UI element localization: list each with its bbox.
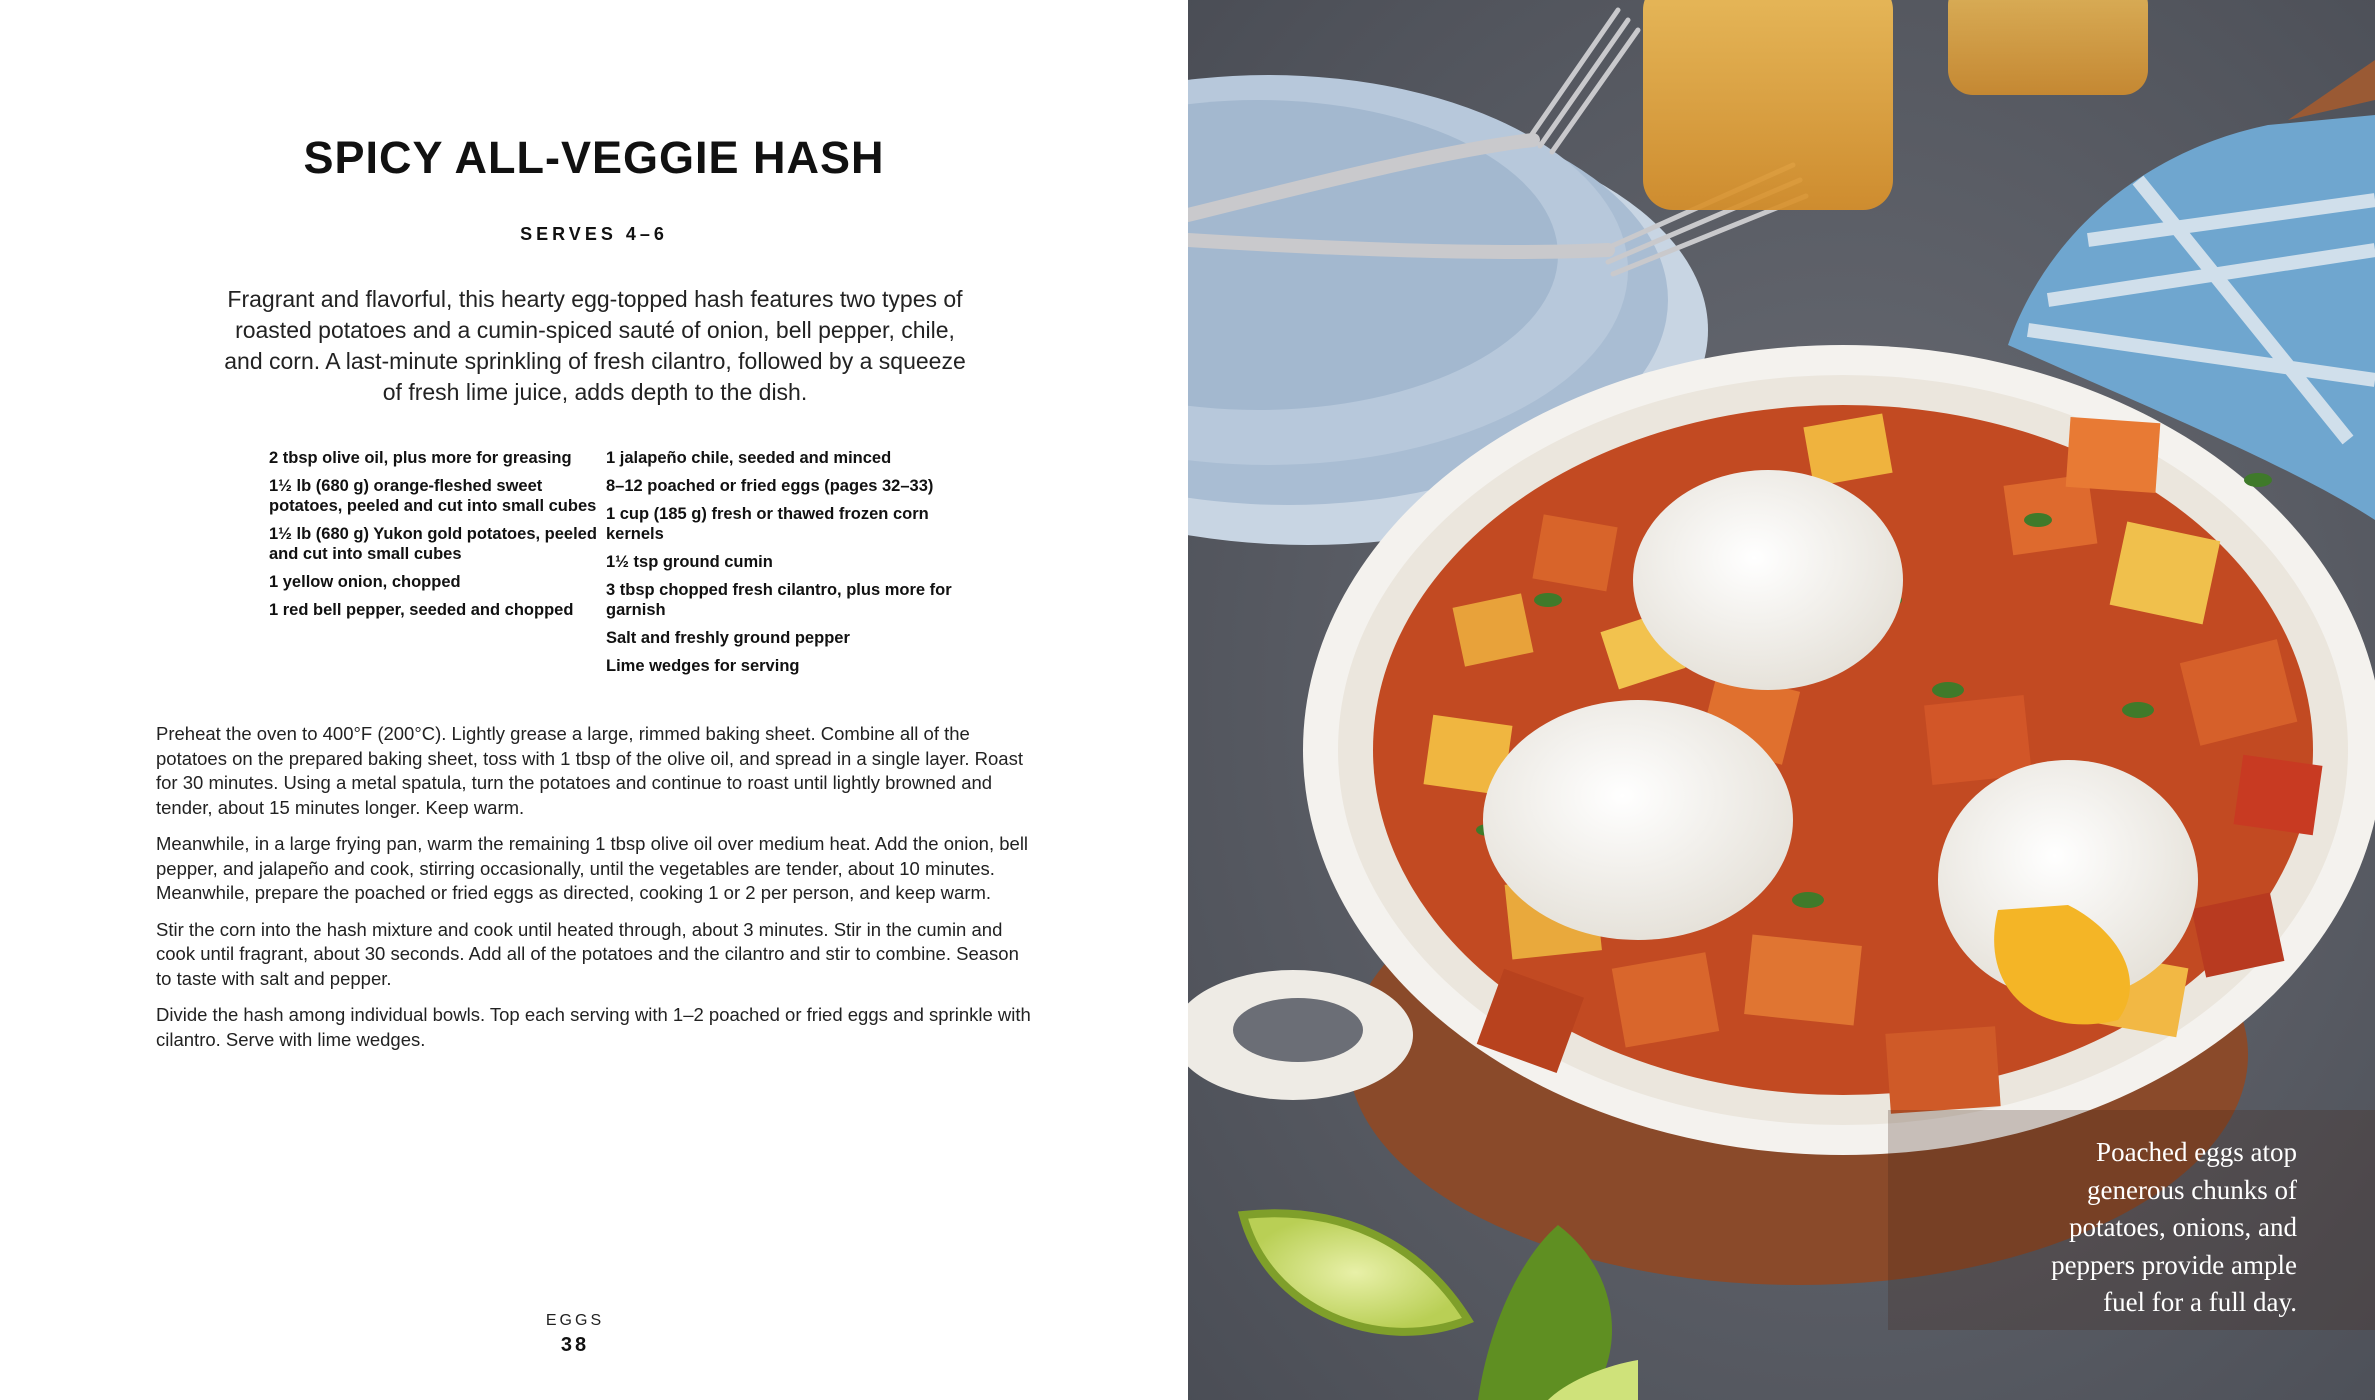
ingredients-column-left xyxy=(269,448,599,628)
ingredient-item: 1 yellow onion, chopped xyxy=(269,573,461,591)
method-step: Meanwhile, in a large frying pan, warm the remaining 1 tbsp olive oil over medium heat. Add the onion, bell pepper, and jalapeño and cook, stirring occasionally, until the vegetables are tender, about 10 minutes. Meanwhile, prepare the poached or fried eggs as directed, cooking 1 or 2 per person, and keep warm. xyxy=(156,833,1029,903)
caption-line: peppers provide ample xyxy=(2051,1249,2297,1280)
caption-line: Poached eggs atop xyxy=(2096,1137,2297,1167)
recipe-method xyxy=(156,722,1036,1064)
ingredient-item: 8–12 poached or fried eggs (pages 32–33) xyxy=(606,477,934,495)
photo-caption xyxy=(1917,1134,2297,1322)
ingredient-item: 1 red bell pepper, seeded and chopped xyxy=(269,601,574,619)
ingredient-item: 3 tbsp chopped fresh cilantro, plus more for garnish xyxy=(606,581,952,619)
section-label: EGGS xyxy=(545,1312,605,1329)
ingredient-item: 2 tbsp olive oil, plus more for greasing xyxy=(269,449,572,467)
ingredient-item: Salt and freshly ground pepper xyxy=(606,629,850,647)
caption-line: potatoes, onions, and xyxy=(2069,1212,2297,1242)
ingredient-item: Lime wedges for serving xyxy=(606,657,800,675)
method-step: Stir the corn into the hash mixture and cook until heated through, about 3 minutes. Stir in the cumin and cook until fragrant, about 30 seconds. Add all of the potatoes and the cilantro and stir to combine. Season to taste with salt and pepper. xyxy=(156,918,1019,989)
method-step: Preheat the oven to 400°F (200°C). Lightly grease a large, rimmed baking sheet. Combine all of the potatoes on the prepared baking sheet, toss with 1 tbsp of the olive oil, and spread in a single layer. Roast for 30 minutes. Using a metal spatula, turn the potatoes and continue to roast until lightly browned and tender, about 15 minutes longer. Keep warm. xyxy=(156,723,1023,818)
recipe-title: SPICY ALL-VEGGIE HASH xyxy=(303,132,885,183)
ingredient-item: 1½ tsp ground cumin xyxy=(606,553,773,571)
ingredients-column-right xyxy=(606,448,986,684)
caption-line: fuel for a full day. xyxy=(2103,1287,2297,1317)
ingredient-item: 1½ lb (680 g) Yukon gold potatoes, peeled and cut into small cubes xyxy=(269,525,597,563)
method-step: Divide the hash among individual bowls. Top each serving with 1–2 poached or fried eggs and sprinkle with cilantro. Serve with lime wedges. xyxy=(156,1004,1031,1050)
recipe-intro: Fragrant and flavorful, this hearty egg-topped hash features two types of roasted potatoes and a cumin-spiced sauté of onion, bell pepper, chile, and corn. A last-minute sprinkling of fresh cilantro, followed by a squeeze of fresh lime juice, adds depth to the dish. xyxy=(224,286,966,405)
page-number: 38 xyxy=(560,1334,590,1356)
serves-label: SERVES 4–6 xyxy=(520,224,668,244)
food-photo xyxy=(1188,0,2375,1400)
ingredient-item: 1½ lb (680 g) orange-fleshed sweet potatoes, peeled and cut into small cubes xyxy=(269,477,597,515)
ingredient-item: 1 cup (185 g) fresh or thawed frozen corn kernels xyxy=(606,505,929,543)
ingredient-item: 1 jalapeño chile, seeded and minced xyxy=(606,449,892,467)
caption-line: generous chunks of xyxy=(2087,1174,2297,1205)
